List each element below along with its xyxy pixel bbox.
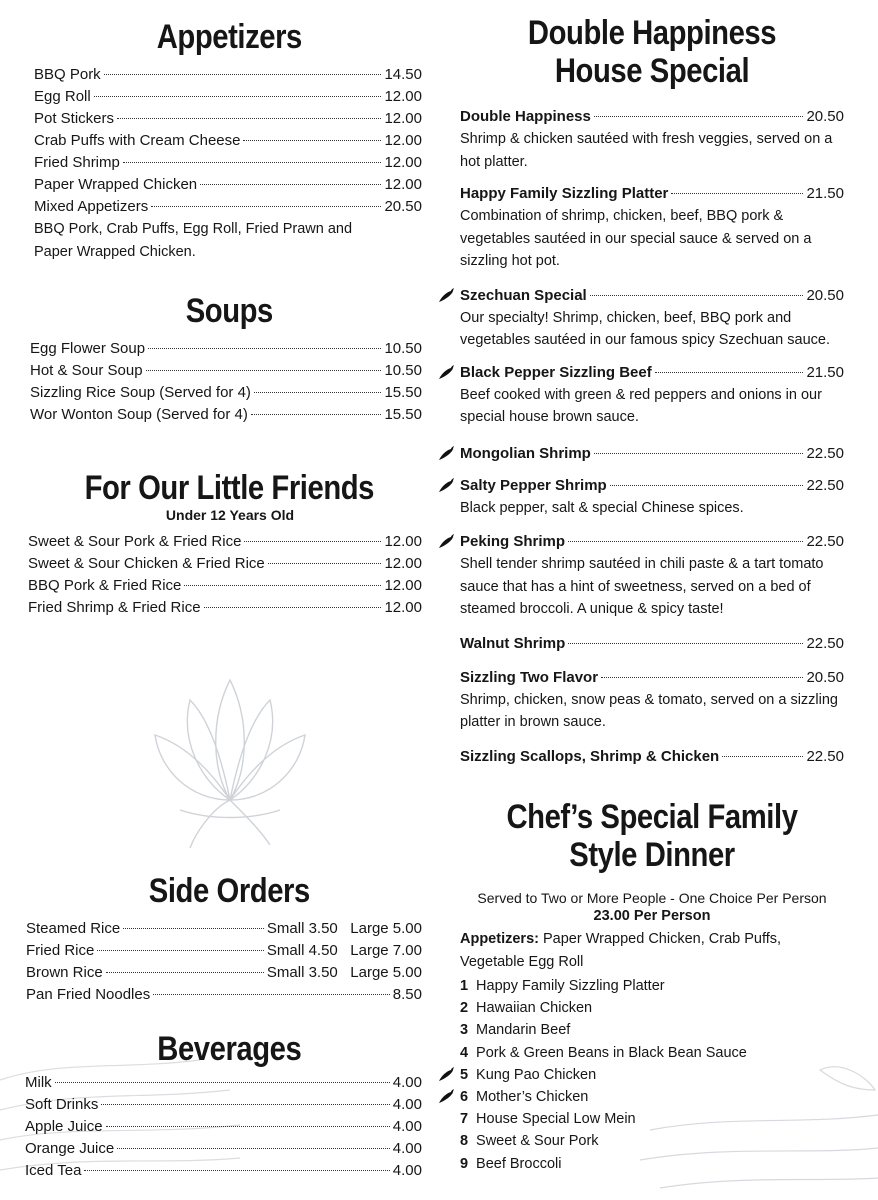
choice-number: 5 xyxy=(460,1066,469,1083)
house-special-item xyxy=(460,746,844,768)
kids-item-price: 12.00 xyxy=(384,555,422,572)
mixed-appetizers-note: BBQ Pork, Crab Puffs, Egg Roll, Fried Prawn and Paper Wrapped Chicken. xyxy=(34,221,353,260)
kids-item-name: Sweet & Sour Pork & Fried Rice xyxy=(28,533,242,550)
choice-name: Hawaiian Chicken xyxy=(476,1000,593,1017)
beverage-item-name: Soft Drinks xyxy=(25,1096,99,1113)
choice-number: 8 xyxy=(460,1133,469,1150)
chef-special-appetizers xyxy=(460,928,840,973)
house-special-item-header xyxy=(460,531,844,553)
appetizer-item-price: 12.00 xyxy=(384,132,422,149)
appetizer-item-price: 12.00 xyxy=(384,176,422,193)
chef-special-served-note: Served to Two or More People - One Choice Per Person xyxy=(477,890,827,906)
appetizer-item-name: Egg Roll xyxy=(34,88,91,105)
hot-pepper-icon xyxy=(438,1066,456,1082)
house-special-title-line2: House Special xyxy=(554,52,750,90)
dot-leader xyxy=(244,541,381,542)
appetizer-item-row xyxy=(34,108,422,130)
chef-special-choice xyxy=(460,1064,844,1086)
house-special-item-name: Szechuan Special xyxy=(460,286,587,304)
beverage-item-price: 4.00 xyxy=(392,1118,422,1135)
side-item-row xyxy=(26,940,422,962)
appetizer-item-name: BBQ Pork xyxy=(34,66,101,83)
appetizer-item-price: 20.50 xyxy=(384,198,422,215)
dot-leader xyxy=(146,370,382,371)
beverage-item-price: 4.00 xyxy=(392,1140,422,1157)
house-special-item xyxy=(460,475,844,520)
house-special-item xyxy=(460,531,844,621)
choice-number: 1 xyxy=(460,978,469,994)
dot-leader xyxy=(123,162,382,163)
soup-item-name: Egg Flower Soup xyxy=(30,340,146,357)
kids-subtitle: Under 12 Years Old xyxy=(165,507,295,523)
side-item-row xyxy=(26,984,422,1006)
house-special-item-name: Peking Shrimp xyxy=(460,533,566,550)
dot-leader xyxy=(55,1082,390,1083)
appetizer-item-name: Pot Stickers xyxy=(34,110,115,127)
dot-leader xyxy=(254,392,382,393)
house-special-list xyxy=(460,106,844,768)
dot-leader xyxy=(655,372,804,373)
soup-item-price: 10.50 xyxy=(384,340,422,357)
appetizers-list xyxy=(34,64,422,218)
house-special-item-description: Black pepper, salt & special Chinese spices. xyxy=(460,499,744,516)
house-special-heading xyxy=(460,14,844,90)
house-special-item-header xyxy=(460,362,844,384)
soup-item-name: Hot & Sour Soup xyxy=(30,362,143,379)
side-item-name: Steamed Rice xyxy=(26,920,121,937)
chef-special-choice xyxy=(460,1108,844,1130)
choice-number: 9 xyxy=(460,1155,469,1172)
dot-leader xyxy=(200,184,381,185)
house-special-item-name: Mongolian Shrimp xyxy=(460,444,591,462)
house-special-item xyxy=(460,362,844,429)
chef-special-choice xyxy=(460,1042,844,1064)
appetizer-item-name: Fried Shrimp xyxy=(34,154,120,171)
sides-section xyxy=(28,872,422,1006)
house-special-item-header xyxy=(460,106,844,128)
chef-special-choice xyxy=(460,1019,844,1041)
house-special-item-header xyxy=(460,183,844,205)
soup-item-row xyxy=(30,382,422,404)
soups-section xyxy=(28,292,422,426)
soup-item-name: Wor Wonton Soup (Served for 4) xyxy=(30,406,248,423)
soup-item-name: Sizzling Rice Soup (Served for 4) xyxy=(30,384,251,401)
house-special-item-price: 20.50 xyxy=(806,286,844,304)
dot-leader xyxy=(722,756,803,757)
house-special-item-header xyxy=(460,667,844,689)
side-item-row xyxy=(26,918,422,940)
chef-special-choice xyxy=(460,975,844,997)
kids-item-price: 12.00 xyxy=(384,599,422,616)
soups-list xyxy=(30,338,422,426)
side-item-name: Brown Rice xyxy=(26,964,103,981)
kids-item-row xyxy=(28,531,422,553)
house-special-item-header xyxy=(460,746,844,768)
dot-leader xyxy=(117,1148,390,1149)
dot-leader xyxy=(117,118,381,119)
appetizer-item-name: Mixed Appetizers xyxy=(34,198,149,215)
kids-item-row xyxy=(28,597,422,619)
dot-leader xyxy=(671,193,803,194)
kids-item-name: Sweet & Sour Chicken & Fried Rice xyxy=(28,555,265,572)
hot-pepper-icon xyxy=(438,1088,456,1104)
kids-section xyxy=(28,469,422,619)
house-special-item-header xyxy=(460,633,844,655)
beverages-list xyxy=(25,1072,422,1182)
dot-leader xyxy=(153,994,390,995)
house-special-item-name: Sizzling Two Flavor xyxy=(460,668,599,686)
hot-pepper-icon xyxy=(438,445,456,461)
appetizer-item-row xyxy=(34,86,422,108)
chef-special-choice xyxy=(460,1130,844,1152)
dot-leader xyxy=(104,74,382,75)
hot-pepper-icon xyxy=(438,477,456,493)
choice-number: 6 xyxy=(460,1089,469,1106)
kids-item-name: BBQ Pork & Fried Rice xyxy=(28,577,182,594)
chef-special-appetizers-label: Appetizers: xyxy=(460,931,539,947)
dot-leader xyxy=(148,348,381,349)
lotus-flower-illustration xyxy=(150,660,310,850)
side-item-price: 8.50 xyxy=(392,986,422,1003)
appetizers-heading: Appetizers xyxy=(156,18,302,56)
soup-item-row xyxy=(30,360,422,382)
house-special-item-header xyxy=(460,475,844,497)
beverage-item-name: Iced Tea xyxy=(25,1162,82,1179)
side-item-price: Small 3.50 Large 5.00 xyxy=(266,920,422,937)
side-item-name: Fried Rice xyxy=(26,942,95,959)
side-item-price: Small 3.50 Large 5.00 xyxy=(266,964,422,981)
dot-leader xyxy=(268,563,382,564)
hot-pepper-icon xyxy=(438,287,456,303)
kids-item-name: Fried Shrimp & Fried Rice xyxy=(28,599,201,616)
house-special-item-name: Walnut Shrimp xyxy=(460,634,566,652)
beverages-heading: Beverages xyxy=(157,1030,302,1068)
soup-item-row xyxy=(30,404,422,426)
house-special-item-description: Shrimp & chicken sautéed with fresh veggies, served on a hot platter. xyxy=(460,131,833,170)
kids-heading: For Our Little Friends xyxy=(84,469,375,507)
choice-name: Pork & Green Beans in Black Bean Sauce xyxy=(476,1044,747,1061)
appetizer-item-row xyxy=(34,196,422,218)
dot-leader xyxy=(568,643,803,644)
house-special-item-price: 22.50 xyxy=(806,476,844,494)
chef-special-choices xyxy=(460,975,844,1175)
house-special-item-description: Beef cooked with green & red peppers and onions in our special house brown sauce. xyxy=(460,386,822,425)
chef-special-choice xyxy=(460,997,844,1019)
house-special-item-header xyxy=(460,285,844,307)
dot-leader xyxy=(594,116,804,117)
house-special-item xyxy=(460,183,844,273)
dot-leader xyxy=(97,950,264,951)
appetizer-item-name: Crab Puffs with Cream Cheese xyxy=(34,132,241,149)
appetizer-item-row xyxy=(34,64,422,86)
house-special-item-price: 22.50 xyxy=(806,533,844,550)
kids-item-price: 12.00 xyxy=(384,577,422,594)
house-special-item xyxy=(460,443,844,465)
chef-special-choice xyxy=(460,1153,844,1175)
house-special-item-name: Happy Family Sizzling Platter xyxy=(460,185,669,202)
appetizer-item-row xyxy=(34,130,422,152)
house-special-item-description: Shrimp, chicken, snow peas & tomato, served on a sizzling platter in brown sauce. xyxy=(460,691,838,730)
appetizer-item-price: 12.00 xyxy=(384,110,422,127)
choice-name: Mandarin Beef xyxy=(476,1022,571,1039)
house-special-item-description: Shell tender shrimp sautéed in chili paste & a tart tomato sauce that has a hint of sweetness, served on a bed of steamed broccoli. A unique & spicy taste! xyxy=(460,556,824,617)
dot-leader xyxy=(106,972,264,973)
house-special-item-price: 21.50 xyxy=(806,185,844,202)
appetizers-section xyxy=(28,18,422,263)
beverage-item-row xyxy=(25,1094,422,1116)
choice-number: 4 xyxy=(460,1044,469,1061)
appetizer-item-row xyxy=(34,174,422,196)
beverage-item-price: 4.00 xyxy=(392,1096,422,1113)
beverage-item-price: 4.00 xyxy=(392,1162,422,1179)
kids-item-price: 12.00 xyxy=(384,533,422,550)
appetizer-item-price: 14.50 xyxy=(384,66,422,83)
beverage-item-name: Apple Juice xyxy=(25,1118,103,1135)
kids-item-row xyxy=(28,575,422,597)
house-special-item-price: 22.50 xyxy=(806,444,844,462)
dot-leader xyxy=(568,541,803,542)
side-item-row xyxy=(26,962,422,984)
house-special-item-price: 22.50 xyxy=(806,634,844,652)
chef-special-appetizers-text: Paper Wrapped Chicken, Crab Puffs, Vegetable Egg Roll xyxy=(460,931,782,970)
chef-special-title-line2: Style Dinner xyxy=(569,836,735,874)
house-special-item xyxy=(460,285,844,352)
house-special-item-name: Black Pepper Sizzling Beef xyxy=(460,363,652,381)
dot-leader xyxy=(590,295,804,296)
dot-leader xyxy=(184,585,381,586)
dot-leader xyxy=(106,1126,390,1127)
soup-item-price: 15.50 xyxy=(384,384,422,401)
beverage-item-row xyxy=(25,1116,422,1138)
house-special-item-description: Our specialty! Shrimp, chicken, beef, BBQ pork and vegetables sautéed in our famous spicy Szechuan sauce. xyxy=(460,309,830,348)
choice-number: 2 xyxy=(460,1000,469,1017)
hot-pepper-icon xyxy=(438,364,456,380)
house-special-item-name: Double Happiness xyxy=(460,108,591,125)
soup-item-price: 15.50 xyxy=(384,406,422,423)
choice-number: 3 xyxy=(460,1022,469,1039)
house-special-item-price: 21.50 xyxy=(806,363,844,381)
house-special-item-name: Sizzling Scallops, Shrimp & Chicken xyxy=(460,747,720,765)
beverage-item-name: Orange Juice xyxy=(25,1140,115,1157)
house-special-item xyxy=(460,667,844,734)
dot-leader xyxy=(151,206,381,207)
dot-leader xyxy=(123,928,264,929)
choice-name: Kung Pao Chicken xyxy=(476,1066,597,1083)
beverage-item-name: Milk xyxy=(25,1074,52,1091)
dot-leader xyxy=(610,485,804,486)
house-special-item xyxy=(460,106,844,173)
dot-leader xyxy=(101,1104,389,1105)
side-item-name: Pan Fried Noodles xyxy=(26,986,151,1003)
choice-name: Mother’s Chicken xyxy=(476,1089,589,1106)
house-special-title-line1: Double Happiness xyxy=(527,14,777,52)
dot-leader xyxy=(601,677,803,678)
beverage-item-row xyxy=(25,1138,422,1160)
dot-leader xyxy=(94,96,382,97)
chef-special-choice xyxy=(460,1086,844,1108)
house-special-item-price: 22.50 xyxy=(806,747,844,765)
soups-heading: Soups xyxy=(185,292,273,330)
house-special-item-price: 20.50 xyxy=(806,668,844,686)
chef-special-section xyxy=(460,798,844,1175)
beverage-item-price: 4.00 xyxy=(392,1074,422,1091)
dot-leader xyxy=(204,607,382,608)
kids-list xyxy=(28,531,422,619)
side-orders-heading: Side Orders xyxy=(148,872,310,910)
beverages-section xyxy=(25,1030,422,1182)
dot-leader xyxy=(594,453,804,454)
appetizer-item-row xyxy=(34,152,422,174)
house-special-item-name: Salty Pepper Shrimp xyxy=(460,476,607,494)
appetizer-item-price: 12.00 xyxy=(384,88,422,105)
choice-name: Happy Family Sizzling Platter xyxy=(476,978,665,994)
beverage-item-row xyxy=(25,1160,422,1182)
chef-special-title-line1: Chef’s Special Family xyxy=(506,798,798,836)
house-special-item xyxy=(460,633,844,655)
choice-name: House Special Low Mein xyxy=(476,1111,636,1128)
house-special-item-header xyxy=(460,443,844,465)
choice-name: Sweet & Sour Pork xyxy=(476,1133,599,1150)
appetizer-item-price: 12.00 xyxy=(384,154,422,171)
soup-item-row xyxy=(30,338,422,360)
choice-name: Beef Broccoli xyxy=(476,1155,562,1172)
dot-leader xyxy=(251,414,382,415)
appetizer-item-name: Paper Wrapped Chicken xyxy=(34,176,198,193)
chef-special-price: 23.00 Per Person xyxy=(593,908,711,924)
beverage-item-row xyxy=(25,1072,422,1094)
house-special-item-description: Combination of shrimp, chicken, beef, BBQ pork & vegetables sautéed in our special sauce & served on a sizzling hot pot. xyxy=(460,208,812,269)
dot-leader xyxy=(243,140,381,141)
side-item-price: Small 4.50 Large 7.00 xyxy=(266,942,422,959)
choice-number: 7 xyxy=(460,1111,469,1128)
side-orders-list xyxy=(26,918,422,1006)
soup-item-price: 10.50 xyxy=(384,362,422,379)
hot-pepper-icon xyxy=(438,533,456,549)
kids-item-row xyxy=(28,553,422,575)
house-special-item-price: 20.50 xyxy=(806,108,844,125)
dot-leader xyxy=(84,1170,389,1171)
